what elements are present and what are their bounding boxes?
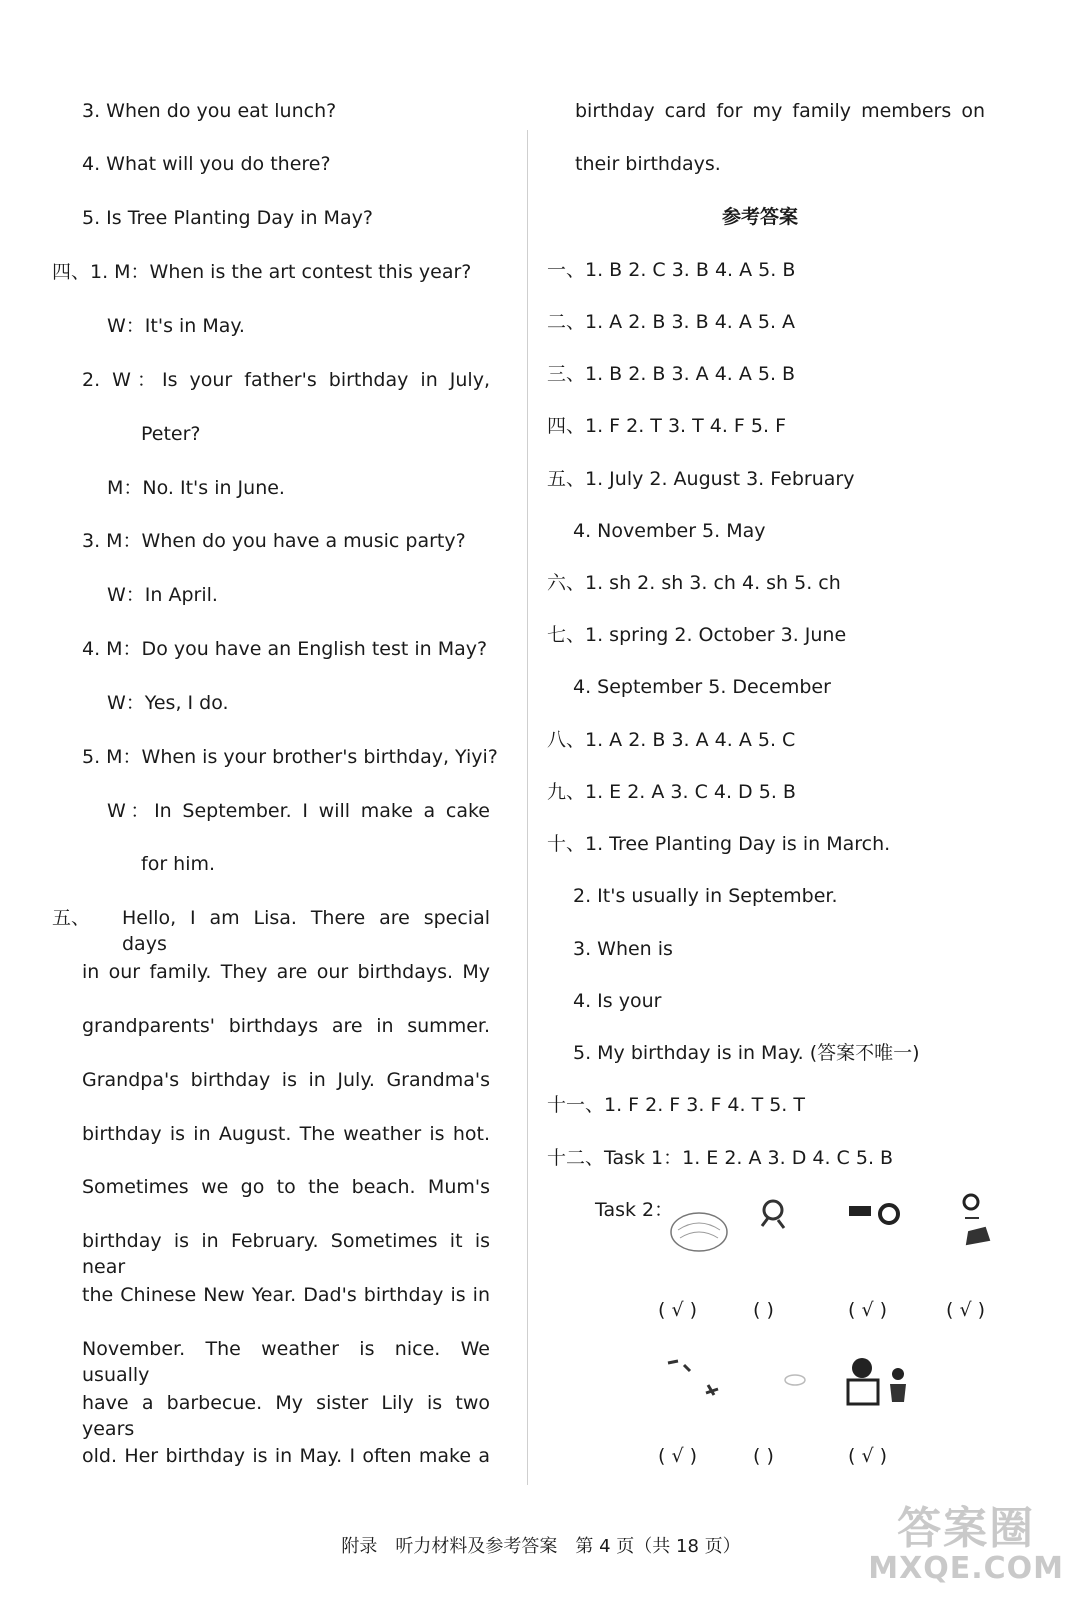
answer-line: 一、1. B 2. C 3. B 4. A 5. B [547, 259, 796, 281]
text-line: for him. [141, 853, 216, 875]
text-line: November. The weather is nice. We usually [82, 1338, 490, 1386]
answer-line: 2. It's usually in September. [573, 885, 838, 907]
party-picture [664, 1355, 724, 1401]
text-line: W：It's in May. [107, 315, 245, 337]
answer-line: 九、1. E 2. A 3. C 4. D 5. B [547, 781, 796, 803]
text-line: Sometimes we go to the beach. Mum's [82, 1176, 490, 1198]
text-line: M：No. It's in June. [107, 477, 285, 499]
text-line: 3. When do you eat lunch? [82, 100, 337, 122]
text-line: 3. M：When do you have a music party? [82, 530, 466, 552]
cake-picture [668, 1208, 730, 1254]
task2-row2 [658, 1443, 958, 1469]
answer-line: 十二、Task 1：1. E 2. A 3. D 4. C 5. B [547, 1147, 894, 1169]
check-mark: ( √ ) [658, 1445, 698, 1467]
check-mark: ( ) [753, 1299, 774, 1321]
person-picture [955, 1192, 995, 1256]
check-mark: ( √ ) [848, 1445, 888, 1467]
answer-line: 六、1. sh 2. sh 3. ch 4. sh 5. ch [547, 572, 841, 594]
answer-line: 4. November 5. May [573, 520, 766, 542]
text-line: Grandpa's birthday is in July. Grandma's [82, 1069, 490, 1091]
answers-heading: 参考答案 [722, 206, 799, 228]
answer-line: 三、1. B 2. B 3. A 4. A 5. B [547, 363, 796, 385]
answer-line: 4. September 5. December [573, 676, 831, 698]
text-line: in our family. They are our birthdays. My [82, 961, 490, 983]
answer-line: 4. Is your [573, 990, 662, 1012]
text-line: grandparents' birthdays are in summer. [82, 1015, 490, 1037]
page-footer: 附录 听力材料及参考答案 第 4 页（共 18 页） [341, 1536, 741, 1557]
text-line: W：In September. I will make a cake [107, 800, 490, 822]
watermark-url: MXQE.COM [868, 1551, 1064, 1586]
text-line: birthday is in August. The weather is hot. [82, 1123, 490, 1145]
text-line: birthday is in February. Sometimes it is near [82, 1230, 490, 1278]
text-line: 4. M：Do you have an English test in May? [82, 638, 488, 660]
text-line: birthday card for my family members on [575, 100, 985, 122]
check-mark: ( √ ) [658, 1299, 698, 1321]
answer-line: 3. When is [573, 938, 673, 960]
answer-line: 七、1. spring 2. October 3. June [547, 624, 847, 646]
task2-row1 [658, 1297, 1038, 1323]
text-line: W：Yes, I do. [107, 692, 229, 714]
teacher-picture [842, 1354, 914, 1412]
answer-line: 五、1. July 2. August 3. February [547, 468, 855, 490]
check-mark: ( ) [753, 1445, 774, 1467]
answer-line: 十一、1. F 2. F 3. F 4. T 5. T [547, 1094, 805, 1116]
text-line: 5. M：When is your brother's birthday, Yiyi? [82, 746, 498, 768]
task2-label: Task 2： [595, 1199, 674, 1221]
answer-line: 5. My birthday is in May. (答案不唯一) [573, 1042, 920, 1064]
text-line: W：In April. [107, 584, 218, 606]
column-divider [527, 130, 528, 1485]
check-mark: ( √ ) [848, 1299, 888, 1321]
answer-line: 八、1. A 2. B 3. A 4. A 5. C [547, 729, 796, 751]
text-line: old. Her birthday is in May. I often make a [82, 1445, 490, 1467]
text-line: 四、1. M：When is the art contest this year? [52, 261, 472, 283]
watermark [868, 1505, 1064, 1585]
text-line: their birthdays. [575, 153, 721, 175]
answer-line: 十、1. Tree Planting Day is in March. [547, 833, 891, 855]
text-line: the Chinese New Year. Dad's birthday is in [82, 1284, 490, 1306]
answer-line: 四、1. F 2. T 3. T 4. F 5. F [547, 415, 786, 437]
watermark-logo-text: 答案圈 [897, 1503, 1036, 1554]
text-line: have a barbecue. My sister Lily is two years [82, 1392, 490, 1440]
child-picture [758, 1198, 788, 1232]
text-line: 2. W：Is your father's birthday in July, [82, 369, 490, 391]
section-label: 五、 [52, 907, 91, 929]
text-line: 4. What will you do there? [82, 153, 331, 175]
answer-line: 二、1. A 2. B 3. B 4. A 5. A [547, 311, 796, 333]
text-line: 5. Is Tree Planting Day in May? [82, 207, 373, 229]
balloon-picture [780, 1370, 810, 1390]
check-mark: ( √ ) [946, 1299, 986, 1321]
text-line: Hello, I am Lisa. There are special days [122, 907, 490, 955]
family-picture [845, 1200, 905, 1230]
text-line: Peter? [141, 423, 201, 445]
